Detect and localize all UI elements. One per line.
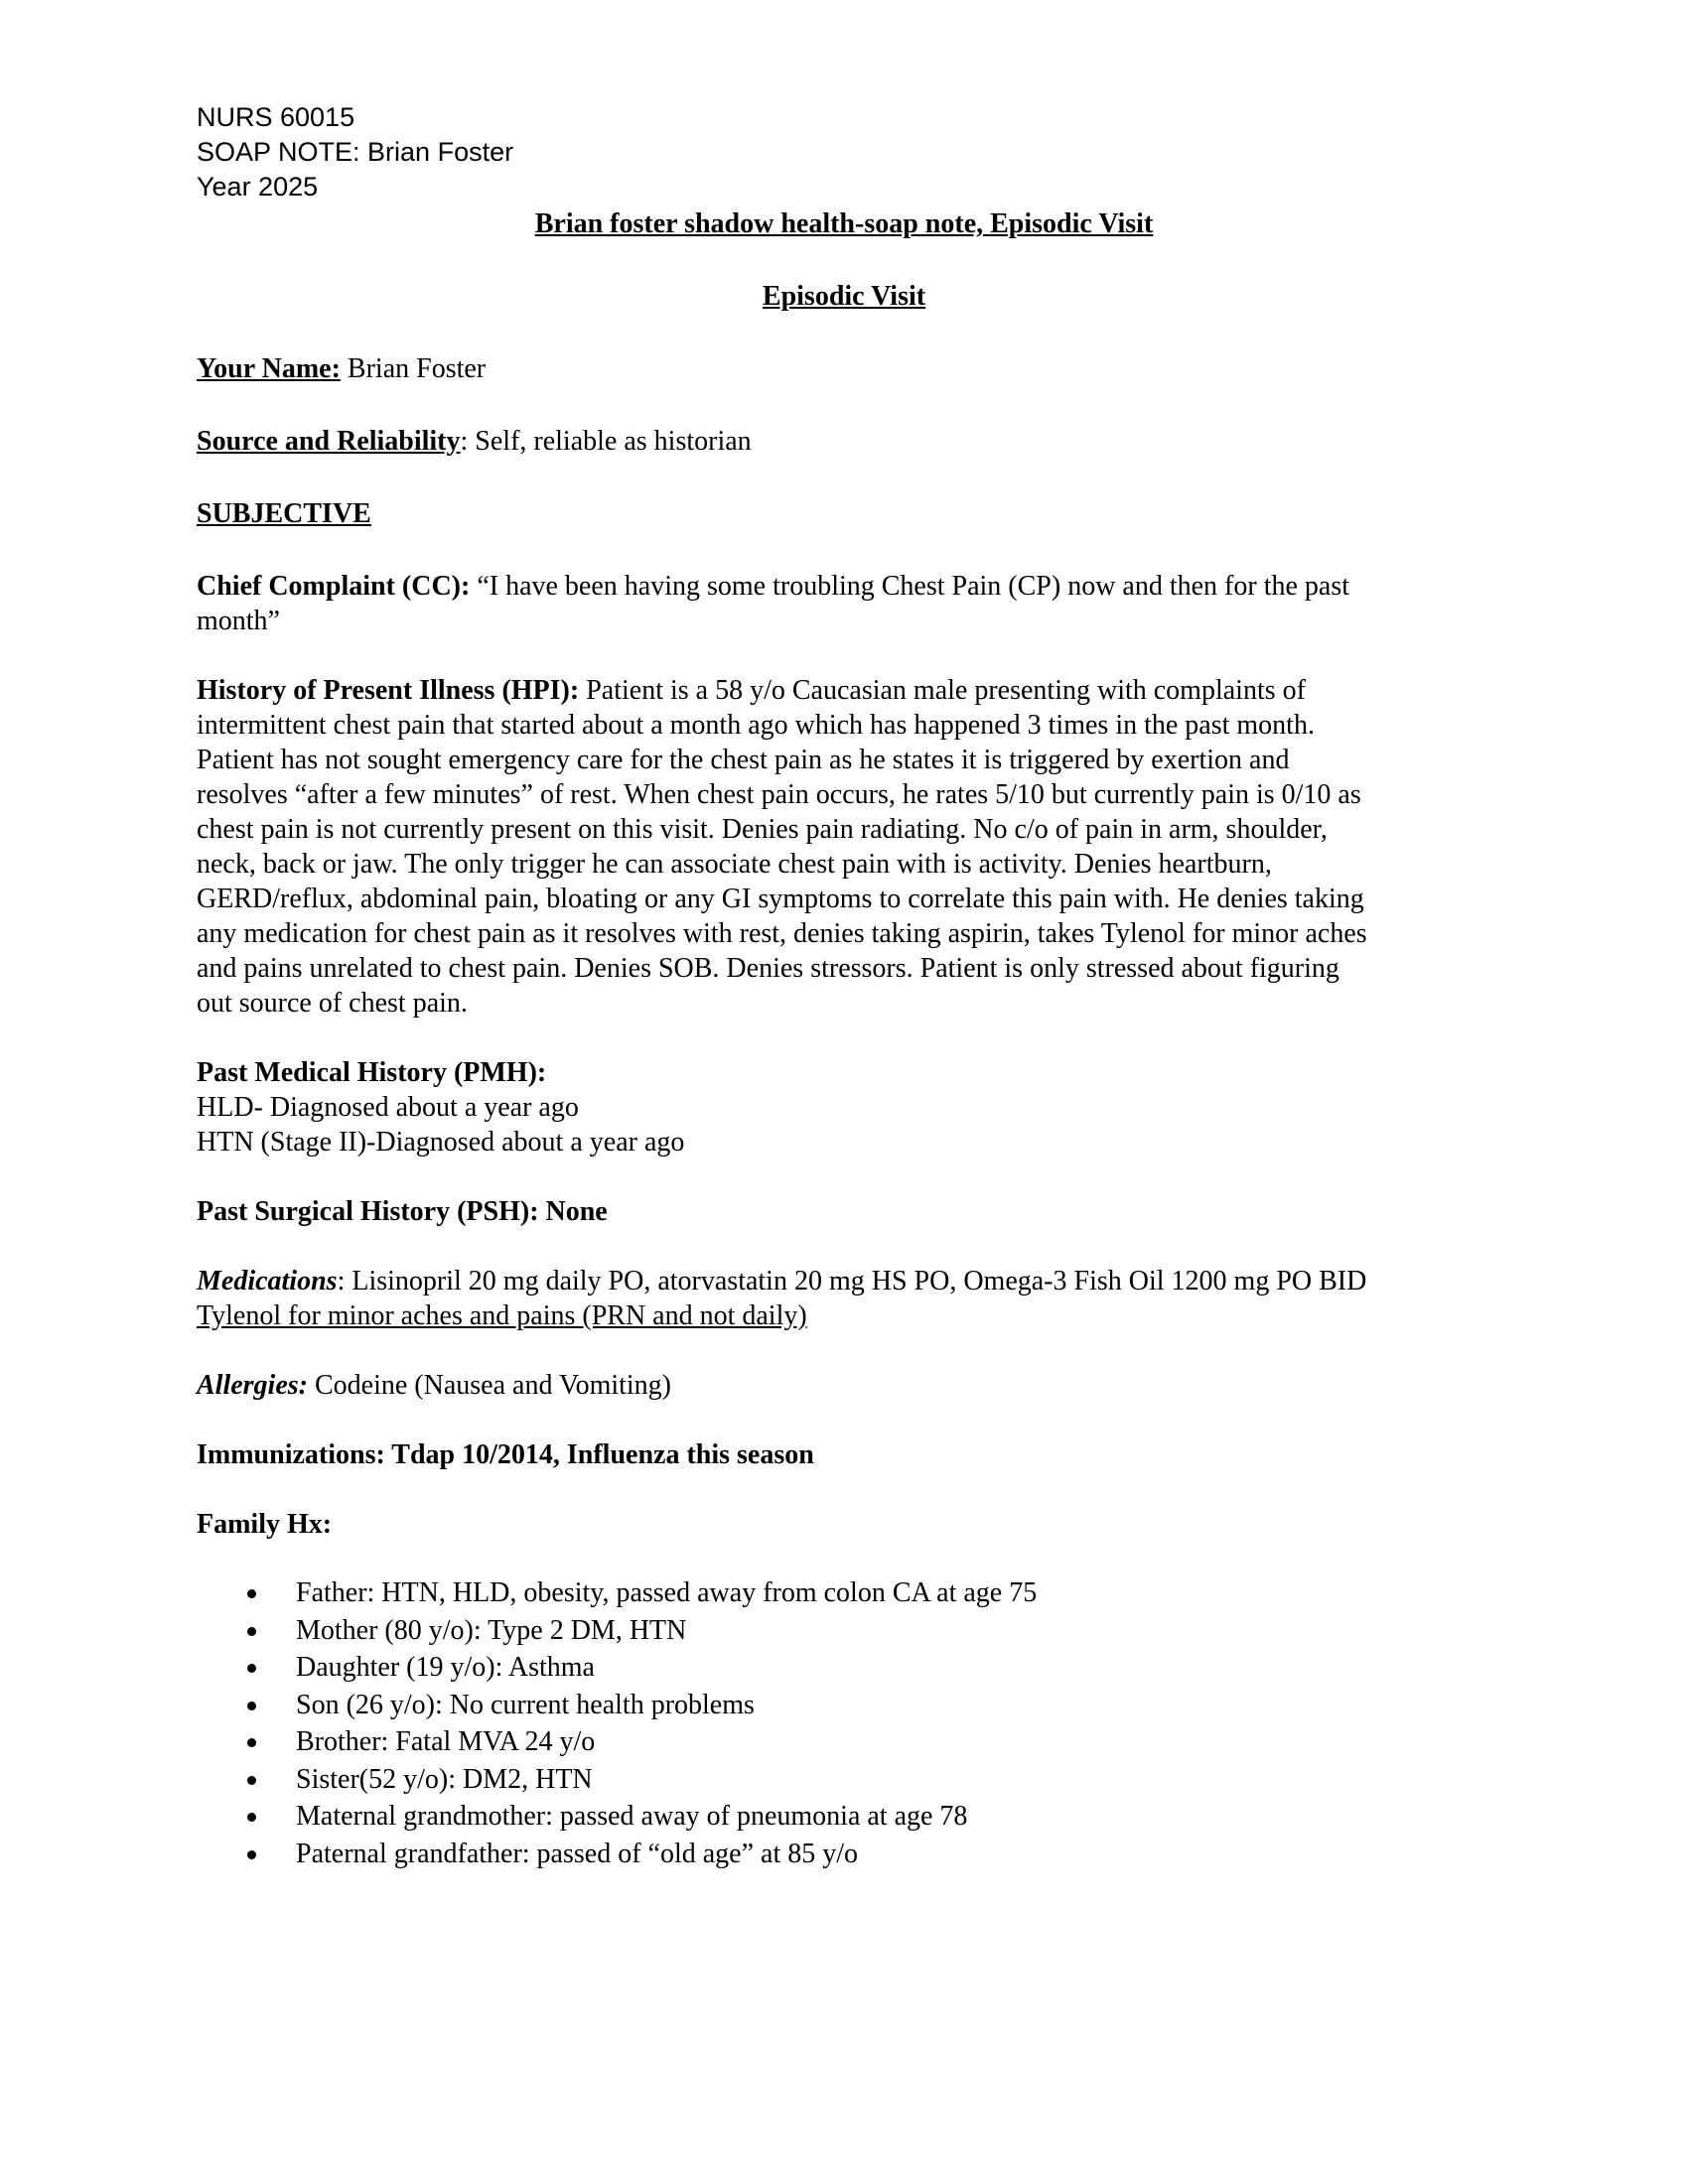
bullet-icon [247, 1702, 256, 1710]
chief-complaint-text: “I have been having some troubling Chest Pain (CP) now and then for the past [470, 571, 1350, 602]
list-item [197, 1798, 1037, 1836]
hpi-line-6: neck, back or jaw. The only trigger he can associate chest pain with is activity. Denies heartburn, [197, 849, 1272, 880]
allergies-value: Codeine (Nausea and Vomiting) [308, 1370, 672, 1401]
family-hx-item: Paternal grandfather: passed of “old age” at 85 y/o [296, 1838, 859, 1869]
family-hx-item: Maternal grandmother: passed away of pneumonia at age 78 [296, 1801, 968, 1832]
hpi-line-5: chest pain is not currently present on this visit. Denies pain radiating. No c/o of pain in arm, shoulder, [197, 814, 1328, 845]
bullet-icon [247, 1813, 256, 1822]
family-hx-item: Father: HTN, HLD, obesity, passed away from colon CA at age 75 [296, 1577, 1038, 1608]
document-subtitle: Episodic Visit [762, 281, 926, 312]
subjective-heading: SUBJECTIVE [197, 498, 371, 529]
list-item [197, 1761, 1037, 1799]
hpi-line-10: out source of chest pain. [197, 988, 468, 1019]
chief-complaint-label: Chief Complaint (CC): [197, 571, 471, 602]
hpi-line-7: GERD/reflux, abdominal pain, bloating or any GI symptoms to correlate this pain with. He denies taking [197, 884, 1364, 914]
family-hx-list [197, 1574, 1037, 1872]
immunizations-line: Immunizations: Tdap 10/2014, Influenza this season [197, 1439, 814, 1470]
hpi-label: History of Present Illness (HPI): [197, 675, 580, 706]
list-item [197, 1649, 1037, 1687]
family-hx-item: Sister(52 y/o): DM2, HTN [296, 1763, 593, 1795]
your-name-label: Your Name: [197, 353, 341, 384]
list-item [197, 1723, 1037, 1761]
allergies-line [197, 1370, 671, 1402]
medications-line-2: Tylenol for minor aches and pains (PRN and not daily) [197, 1300, 807, 1331]
pmh-item: HTN (Stage II)-Diagnosed about a year ago [197, 1127, 685, 1158]
family-hx-item: Brother: Fatal MVA 24 y/o [296, 1726, 596, 1757]
list-item [197, 1687, 1037, 1724]
allergies-label: Allergies: [197, 1370, 308, 1401]
pmh-item: HLD- Diagnosed about a year ago [197, 1092, 579, 1123]
bullet-icon [247, 1776, 256, 1785]
list-item [197, 1612, 1037, 1650]
document-title: Brian foster shadow health-soap note, Episodic Visit [534, 208, 1154, 239]
bullet-icon [247, 1738, 256, 1747]
medications-list: : Lisinopril 20 mg daily PO, atorvastatin 20 mg HS PO, Omega-3 Fish Oil 1200 mg PO BID [337, 1266, 1367, 1297]
source-reliability-label: Source and Reliability [197, 426, 461, 457]
your-name-line [197, 353, 486, 385]
bullet-icon [247, 1589, 256, 1598]
medications-label: Medications [197, 1266, 338, 1297]
source-reliability-value: : Self, reliable as historian [460, 426, 752, 457]
family-hx-label: Family Hx: [197, 1509, 333, 1540]
hpi-line-3: Patient has not sought emergency care for the chest pain as he states it is triggered by exertion and [197, 745, 1290, 775]
family-hx-item: Mother (80 y/o): Type 2 DM, HTN [296, 1614, 687, 1646]
bullet-icon [247, 1664, 256, 1673]
soap-note-title: SOAP NOTE: Brian Foster [197, 137, 514, 167]
year: Year 2025 [197, 172, 319, 202]
your-name-value: Brian Foster [340, 353, 487, 384]
family-hx-item: Daughter (19 y/o): Asthma [296, 1652, 595, 1683]
medications-line-1 [197, 1266, 1366, 1297]
list-item [197, 1574, 1037, 1612]
bullet-icon [247, 1850, 256, 1859]
source-reliability-line [197, 426, 752, 458]
hpi-line-8: any medication for chest pain as it resolves with rest, denies taking aspirin, takes Tylenol for minor aches [197, 918, 1367, 949]
pmh-label: Past Medical History (PMH): [197, 1057, 547, 1088]
hpi-line-2: intermittent chest pain that started about a month ago which has happened 3 times in the past month. [197, 710, 1315, 741]
chief-complaint-line-1 [197, 571, 1349, 603]
hpi-text: Patient is a 58 y/o Caucasian male presenting with complaints of [579, 675, 1306, 706]
psh-line: Past Surgical History (PSH): None [197, 1196, 608, 1227]
course-code: NURS 60015 [197, 102, 355, 132]
list-item [197, 1836, 1037, 1873]
hpi-line-4: resolves “after a few minutes” of rest. When chest pain occurs, he rates 5/10 but currently pain is 0/10 as [197, 779, 1361, 810]
chief-complaint-line-2: month” [197, 606, 280, 636]
bullet-icon [247, 1627, 256, 1636]
family-hx-item: Son (26 y/o): No current health problems [296, 1689, 755, 1720]
hpi-line-1 [197, 675, 1306, 707]
hpi-line-9: and pains unrelated to chest pain. Denies SOB. Denies stressors. Patient is only stressed about figuring [197, 953, 1339, 984]
